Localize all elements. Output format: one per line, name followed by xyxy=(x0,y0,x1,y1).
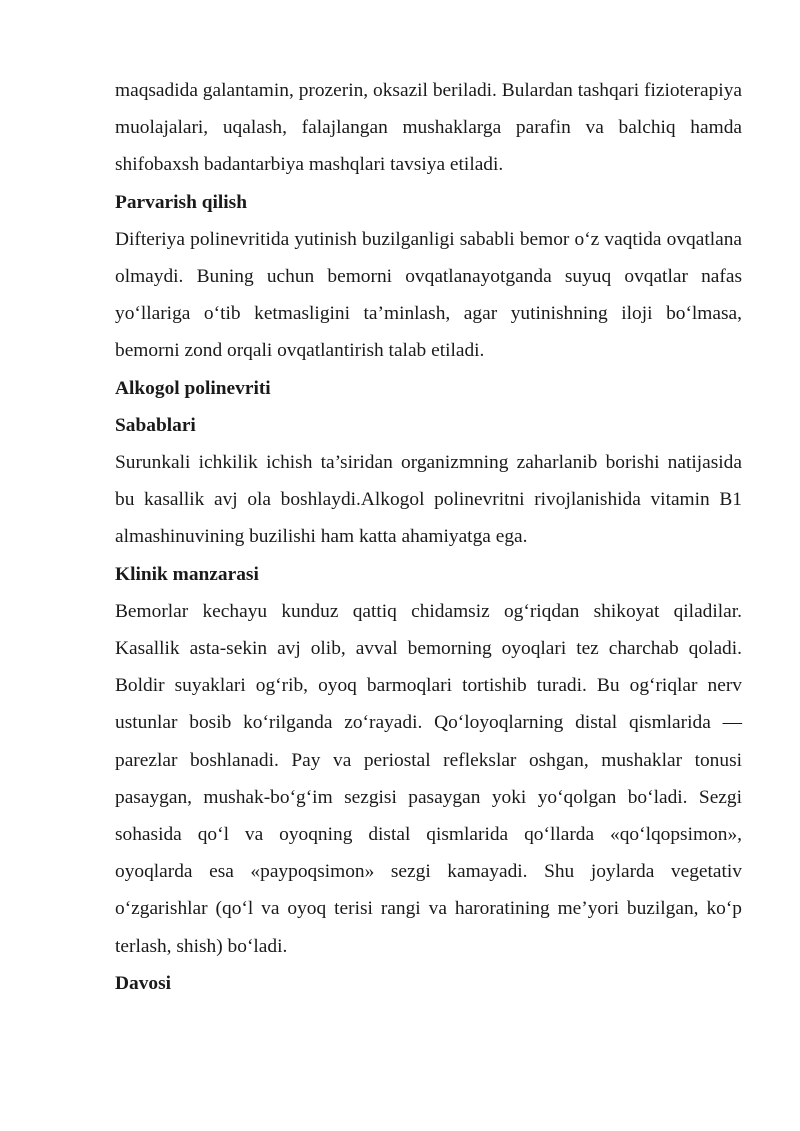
heading-sabablari: Sabablari xyxy=(115,414,196,436)
heading-davosi: Davosi xyxy=(115,972,172,994)
paragraph-care: Difteriya polinevritida yutinish buzilganligi sababli bemor o‘z vaqtida ovqatlana olmaydi. Buning uchun bemorni ovqatlanayotganda suyuq ovqatlar nafas yo‘llariga o‘tib ketmasligini ta’minlash, agar yutinishning iloji bo‘lmasa, bemorni zond orqali ovqatlantirish talab etiladi. xyxy=(115,228,742,362)
heading-klinik-manzarasi: Klinik manzarasi xyxy=(115,563,259,585)
document-page xyxy=(115,72,742,1002)
paragraph-treatment-continued: maqsadida galantamin, prozerin, oksazil beriladi. Bulardan tashqari fizioterapiya muolajalari, uqalash, falajlangan mushaklarga parafin va balchiq hamda shifobaxsh badantarbiya mashqlari tavsiya etiladi. xyxy=(115,80,742,176)
paragraph-causes: Surunkali ichkilik ichish ta’siridan organizmning zaharlanib borishi natijasida bu kasallik avj ola boshlaydi.Alkogol polinevritni rivojlanishida vitamin B1 almashinuvining buzilishi ham katta ahamiyatga ega. xyxy=(115,452,742,548)
heading-alkogol-polinevriti: Alkogol polinevriti xyxy=(115,377,271,399)
heading-parvarish-qilish: Parvarish qilish xyxy=(115,191,247,213)
paragraph-clinical-picture: Bemorlar kechayu kunduz qattiq chidamsiz og‘riqdan shikoyat qiladilar. Kasallik asta-sekin avj olib, avval bemorning oyoqlari tez charchab qoladi. Boldir suyaklari og‘rib, oyoq barmoqlari tortishib turadi. Bu og‘riqlar nerv ustunlar bosib ko‘rilganda zo‘rayadi. Qo‘loyoqlarning distal qismlarida —parezlar boshlanadi. Pay va periostal reflekslar oshgan, mushaklar tonusi pasaygan, mushak-bo‘g‘im sezgisi pasaygan yoki yo‘qolgan bo‘ladi. Sezgi sohasida qo‘l va oyoqning distal qismlarida qo‘llarda «qo‘lqopsimon», oyoqlarda esa «paypoqsimon» sezgi kamayadi. Shu joylarda vegetativ o‘zgarishlar (qo‘l va oyoq terisi rangi va haroratining me’yori buzilgan, ko‘p terlash, shish) bo‘ladi. xyxy=(115,600,742,957)
